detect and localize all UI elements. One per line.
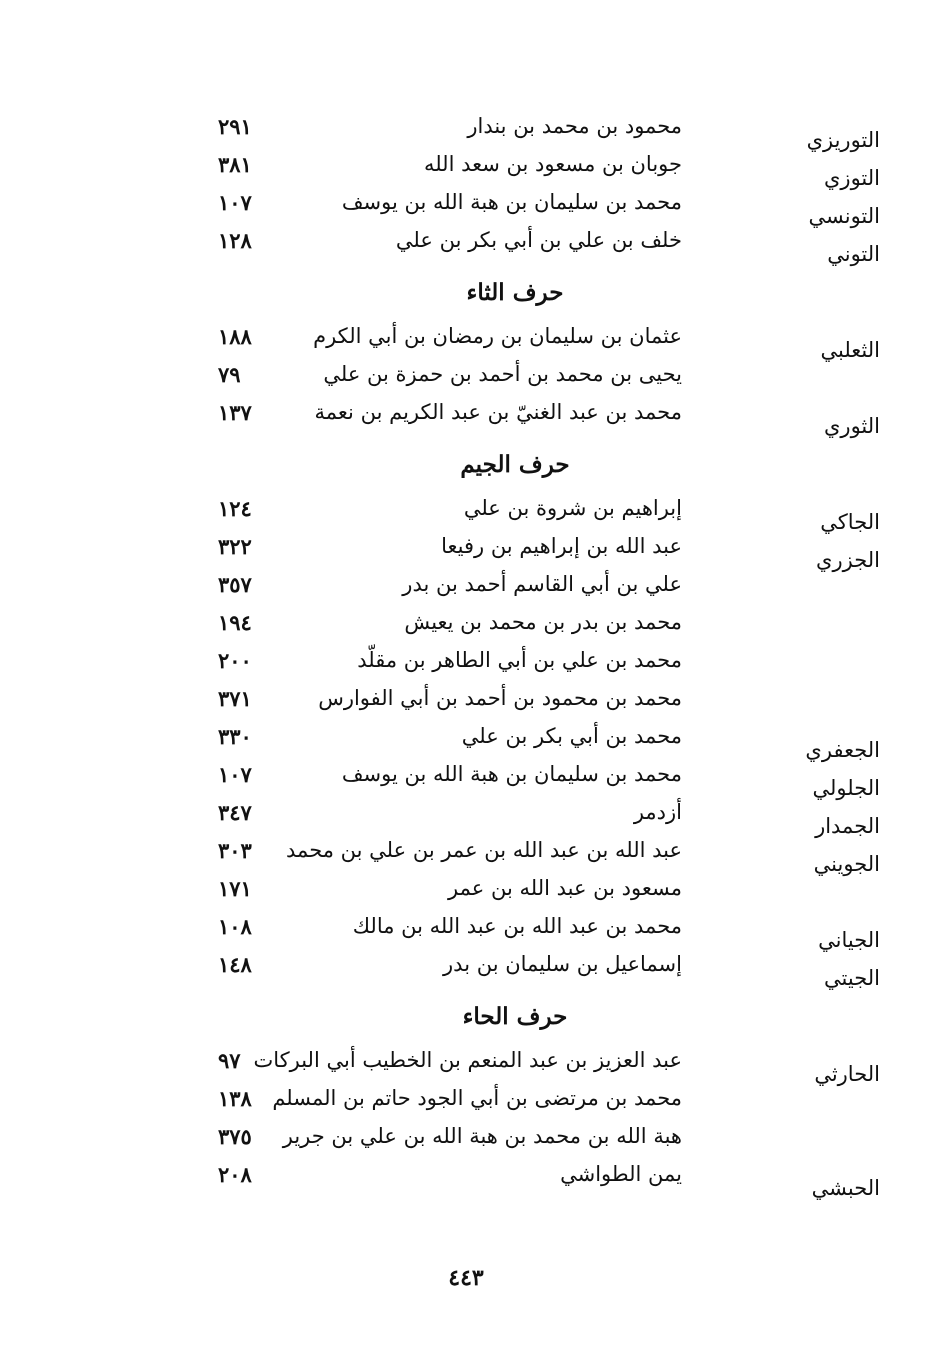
index-entry [210, 1046, 880, 1084]
person-name: محمد بن سليمان بن هبة الله بن يوسف [341, 190, 682, 214]
index-entry [210, 684, 880, 722]
page-reference: ٣٧١ [218, 686, 252, 711]
letter-section-heading: حرف الجيم [460, 451, 570, 478]
page-reference: ٢٠٠ [218, 648, 252, 673]
index-entry [210, 608, 880, 646]
page-reference: ٣٣٠ [218, 724, 252, 749]
nisba-label: الجياني [818, 928, 880, 952]
page-reference: ٣٠٣ [218, 838, 252, 863]
person-name: محمد بن محمود بن أحمد بن أبي الفوارس [318, 686, 682, 710]
person-name: محمد بن علي بن أبي الطاهر بن مقلّد [357, 648, 682, 672]
person-name: محمد بن أبي بكر بن علي [461, 724, 682, 748]
person-name: هبة الله بن محمد بن هبة الله بن علي بن جرير [282, 1124, 682, 1148]
index-entry [210, 188, 880, 226]
person-name: إبراهيم بن شروة بن علي [463, 496, 682, 520]
nisba-label: التوزي [824, 166, 880, 190]
index-entry [210, 494, 880, 532]
page-reference: ١٢٤ [218, 496, 252, 521]
person-name: عبد الله بن عبد الله بن عمر بن علي بن محمد [286, 838, 682, 862]
person-name: محمد بن عبد الغنيّ بن عبد الكريم بن نعمة [314, 400, 682, 424]
page-reference: ١٣٧ [218, 400, 252, 425]
index-entry [210, 112, 880, 150]
index-entry [210, 950, 880, 988]
nisba-label: الجاكي [820, 510, 880, 534]
person-name: عثمان بن سليمان بن رمضان بن أبي الكرم [313, 324, 682, 348]
page-reference: ١٨٨ [218, 324, 252, 349]
index-entry [210, 722, 880, 760]
person-name: إسماعيل بن سليمان بن بدر [443, 952, 682, 976]
person-name: أزدمر [633, 800, 682, 824]
index-entry [210, 532, 880, 570]
page-reference: ٣٨١ [218, 152, 252, 177]
person-name: عبد العزيز بن عبد المنعم بن الخطيب أبي البركات [253, 1048, 682, 1072]
index-entry [210, 1122, 880, 1160]
nisba-label: الثوري [824, 414, 880, 438]
person-name: خلف بن علي بن أبي بكر بن علي [395, 228, 682, 252]
index-entry [210, 1084, 880, 1122]
person-name: يمن الطواشي [560, 1162, 682, 1186]
index-entry [210, 760, 880, 798]
person-name: محمد بن سليمان بن هبة الله بن يوسف [341, 762, 682, 786]
person-name: محمد بن عبد الله بن عبد الله بن مالك [352, 914, 682, 938]
index-entry [210, 570, 880, 608]
person-name: مسعود بن عبد الله بن عمر [448, 876, 682, 900]
index-entry [210, 646, 880, 684]
page-reference: ١٢٨ [218, 228, 252, 253]
nisba-label: الجيتي [824, 966, 880, 990]
page-reference: ٢٠٨ [218, 1162, 252, 1187]
person-name: جوبان بن مسعود بن سعد الله [423, 152, 682, 176]
page-reference: ٧٩ [218, 362, 241, 387]
person-name: محمود بن محمد بن بندار [467, 114, 682, 138]
page-reference: ١٣٨ [218, 1086, 252, 1111]
nisba-label: الجويني [813, 852, 880, 876]
page-reference: ١٧١ [218, 876, 252, 901]
index-entry [210, 398, 880, 436]
page-reference: ١٩٤ [218, 610, 252, 635]
index-entry [210, 836, 880, 874]
nisba-label: الجزري [816, 548, 880, 572]
letter-section-heading: حرف الحاء [462, 1003, 568, 1030]
person-name: علي بن أبي القاسم أحمد بن بدر [402, 572, 682, 596]
index-entry [210, 360, 880, 398]
page-reference: ٩٧ [218, 1048, 241, 1073]
person-name: محمد بن مرتضى بن أبي الجود حاتم بن المسلم [272, 1086, 682, 1110]
nisba-label: الثعلبي [820, 338, 880, 362]
nisba-label: الحارثي [814, 1062, 880, 1086]
person-name: محمد بن بدر بن محمد بن يعيش [404, 610, 682, 634]
nisba-label: التوريزي [806, 128, 880, 152]
page-reference: ٣٤٧ [218, 800, 252, 825]
index-entry [210, 798, 880, 836]
nisba-label: الجعفري [805, 738, 880, 762]
index-entry [210, 874, 880, 912]
nisba-label: الحبشي [811, 1176, 880, 1200]
nisba-label: التونسي [808, 204, 880, 228]
page-reference: ٣٥٧ [218, 572, 252, 597]
nisba-label: التوني [827, 242, 880, 266]
person-name: يحيى بن محمد بن أحمد بن حمزة بن علي [323, 362, 682, 386]
page-reference: ٣٢٢ [218, 534, 252, 559]
page-reference: ١٠٧ [218, 762, 252, 787]
person-name: عبد الله بن إبراهيم بن رفيعا [441, 534, 682, 558]
page-reference: ١٠٧ [218, 190, 252, 215]
nisba-index-list [210, 112, 880, 1198]
nisba-label: الجلولي [812, 776, 880, 800]
page-reference: ١٤٨ [218, 952, 252, 977]
index-entry [210, 322, 880, 360]
page-reference: ٢٩١ [218, 114, 252, 139]
nisba-label: الجمدار [815, 814, 880, 838]
page-number: ٤٤٣ [448, 1265, 484, 1291]
letter-section-heading: حرف الثاء [466, 279, 564, 306]
index-entry [210, 150, 880, 188]
index-entry [210, 1160, 880, 1198]
page-reference: ٣٧٥ [218, 1124, 252, 1149]
index-entry [210, 226, 880, 264]
index-entry [210, 912, 880, 950]
page-reference: ١٠٨ [218, 914, 252, 939]
